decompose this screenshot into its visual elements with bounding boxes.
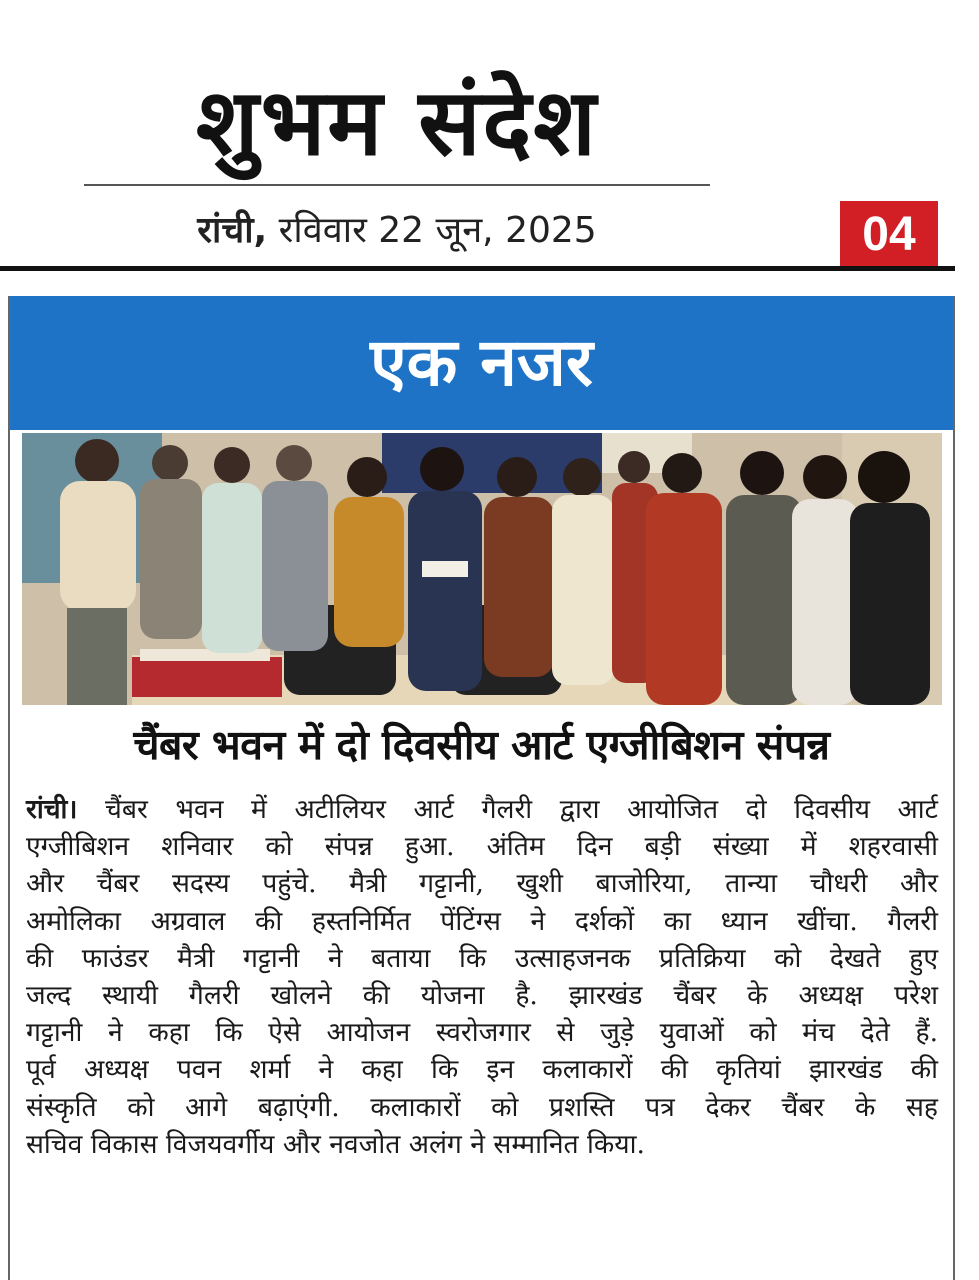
group-photo-icon	[22, 433, 942, 705]
body-city: रांची।	[26, 794, 78, 825]
dateline-date: रविवार 22 जून, 2025	[267, 210, 597, 251]
body-line: और चैंबर सदस्य पहुंचे. मैत्री गट्टानी, खुशी बाजोरिया, तान्या चौधरी और	[26, 868, 938, 900]
body-line: संस्कृति को आगे बढ़ाएंगी. कलाकारों को प्रशस्ति पत्र देकर चैंबर के सह	[26, 1091, 938, 1123]
body-line: पूर्व अध्यक्ष पवन शर्मा ने कहा कि इन कलाकारों की कृतियां झारखंड की	[26, 1054, 938, 1086]
dateline	[84, 206, 710, 256]
section-banner: एक नजर	[10, 296, 953, 430]
masthead-divider	[84, 184, 710, 186]
body-line: गट्टानी ने कहा कि ऐसे आयोजन स्वरोजगार से जुड़े युवाओं को मंच देते हैं.	[26, 1017, 938, 1049]
body-line: एग्जीबिशन शनिवार को संपन्न हुआ. अंतिम दिन बड़ी संख्या में शहरवासी	[26, 831, 938, 863]
body-line	[26, 791, 938, 828]
article-body	[26, 791, 938, 1163]
page-number-badge: 04	[840, 201, 938, 269]
body-line: अमोलिका अग्रवाल की हस्तनिर्मित पेंटिंग्स ने दर्शकों का ध्यान खींचा. गैलरी	[26, 905, 938, 937]
article-headline: चैंबर भवन में दो दिवसीय आर्ट एग्जीबिशन संपन्न	[133, 721, 830, 769]
header-divider	[0, 266, 955, 271]
body-line-text: चैंबर भवन में अटीलियर आर्ट गैलरी द्वारा आयोजित दो दिवसीय आर्ट	[77, 794, 938, 825]
body-line: सचिव विकास विजयवर्गीय और नवजोत अलंग ने सम्मानित किया.	[26, 1128, 645, 1160]
news-article	[8, 296, 955, 1280]
masthead-title: शुभम संदेश	[196, 69, 598, 176]
body-line: जल्द स्थायी गैलरी खोलने की योजना है. झारखंड चैंबर के अध्यक्ष परेश	[26, 980, 938, 1012]
body-line: की फाउंडर मैत्री गट्टानी ने बताया कि उत्साहजनक प्रतिक्रिया को देखते हुए	[26, 942, 938, 974]
dateline-city: रांची,	[197, 210, 268, 251]
group-photo	[22, 433, 942, 705]
